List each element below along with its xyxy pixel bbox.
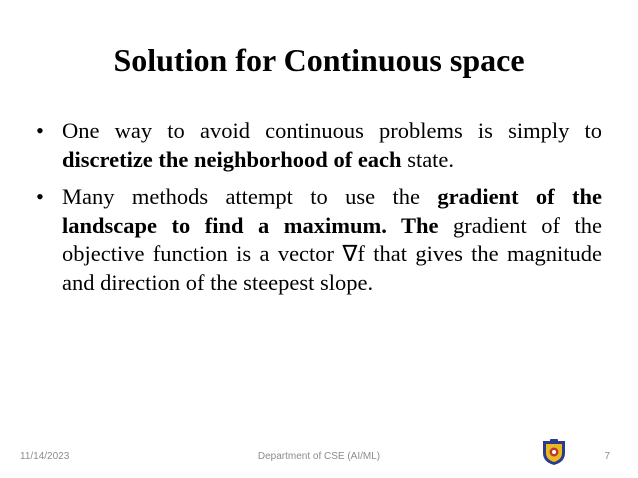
bullet-item bbox=[36, 183, 602, 297]
slide-title: Solution for Continuous space bbox=[113, 42, 525, 78]
footer-date: 11/14/2023 bbox=[20, 451, 70, 462]
bullet-marker: • bbox=[36, 184, 44, 210]
bullet-text bbox=[62, 118, 602, 172]
university-crest-icon bbox=[541, 438, 567, 466]
bullet-text-bold-segment: discretize the neighborhood of each bbox=[62, 146, 402, 172]
bullet-item bbox=[36, 117, 602, 174]
bullet-text-segment: state. bbox=[401, 146, 455, 172]
bullet-text bbox=[62, 184, 602, 295]
bullet-marker: • bbox=[36, 118, 44, 143]
bullet-text-segment: One way to avoid continuous problems is simply to bbox=[62, 118, 602, 143]
bullet-text-segment: gradient of the objective function is a vector ∇f that gives the magnitude and direction of the steepest slope. bbox=[62, 212, 602, 295]
footer-page-number: 7 bbox=[604, 451, 610, 462]
bullet-list bbox=[36, 117, 602, 298]
footer-department: Department of CSE (AI/ML) bbox=[257, 451, 381, 462]
bullet-text-bold-segment: gradient of the landscape to find a maximum. The bbox=[62, 184, 602, 238]
bullet-text-segment: Many methods attempt to use the bbox=[62, 184, 438, 210]
